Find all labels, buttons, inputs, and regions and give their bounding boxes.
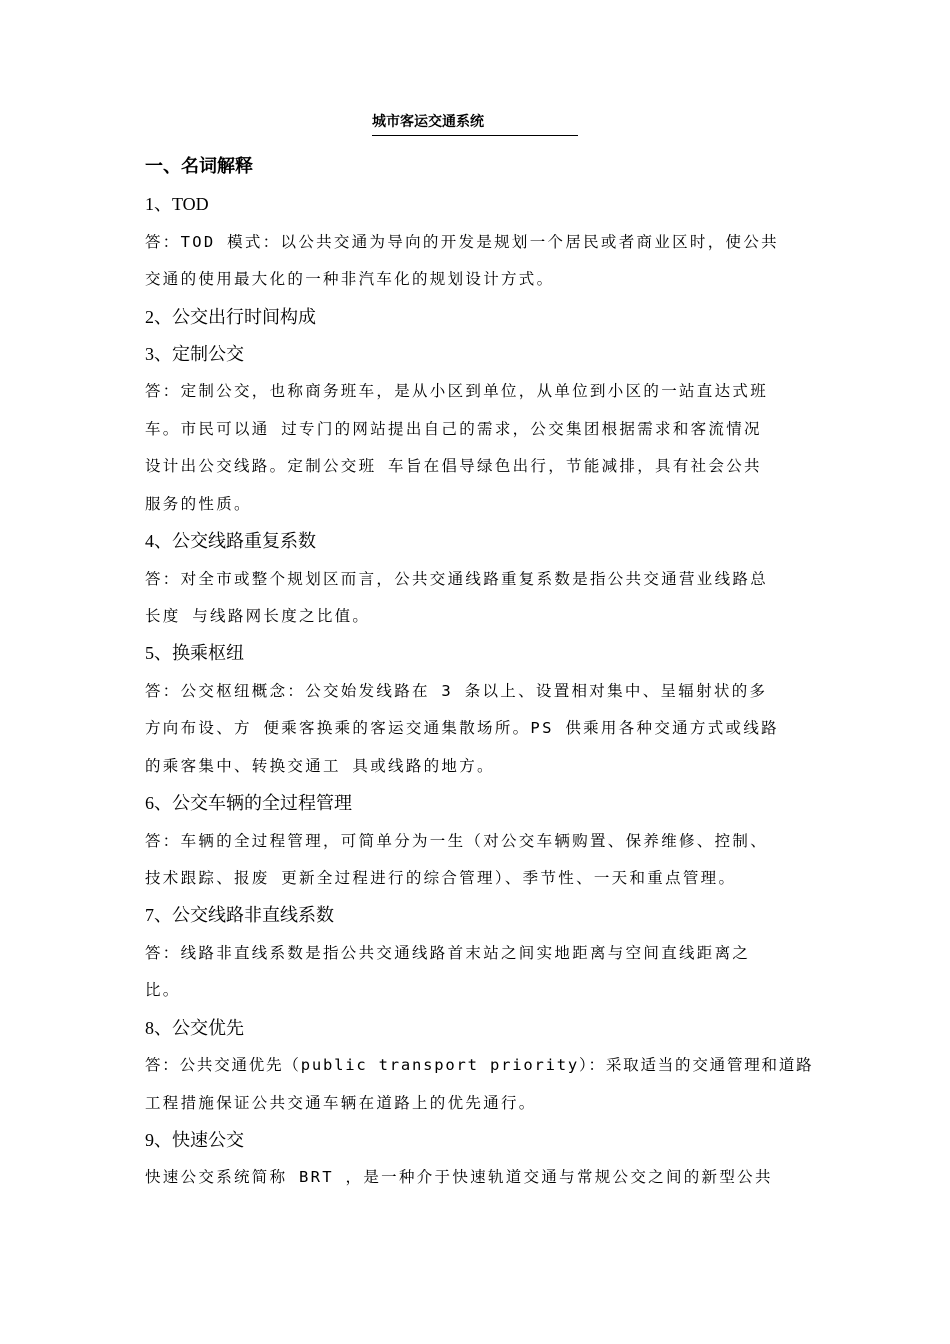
term-heading-brt: 9、快速公交	[145, 1130, 244, 1150]
definition-line: 方向布设、方 便乘客换乘的客运交通集散场所。PS 供乘用各种交通方式或线路	[145, 719, 779, 737]
definition-line: 答：公交枢纽概念：公交始发线路在 3 条以上、设置相对集中、呈辐射状的多	[145, 682, 768, 700]
term-heading-transit-priority: 8、公交优先	[145, 1018, 244, 1038]
term-heading-nonlinear-coefficient: 7、公交线路非直线系数	[145, 905, 334, 925]
definition-line: 长度 与线路网长度之比值。	[145, 607, 371, 625]
definition-line: 技术跟踪、报废 更新全过程进行的综合管理）、季节性、一天和重点管理。	[145, 869, 737, 887]
definition-line: 答：车辆的全过程管理，可简单分为一生（对公交车辆购置、保养维修、控制、	[145, 832, 769, 850]
definition-line: 答：线路非直线系数是指公共交通线路首末站之间实地距离与空间直线距离之	[145, 944, 751, 962]
definition-line: 答：定制公交，也称商务班车，是从小区到单位，从单位到小区的一站直达式班	[145, 382, 769, 400]
definition-line: 设计出公交线路。定制公交班 车旨在倡导绿色出行，节能减排，具有社会公共	[145, 457, 762, 475]
section-heading: 一、名词解释	[145, 156, 253, 177]
definition-line: 的乘客集中、转换交通工 具或线路的地方。	[145, 757, 495, 775]
definition-line: 服务的性质。	[145, 495, 252, 513]
definition-line: 交通的使用最大化的一种非汽车化的规划设计方式。	[145, 270, 555, 288]
term-heading-vehicle-lifecycle: 6、公交车辆的全过程管理	[145, 793, 352, 813]
document-title-text: 城市客运交通系统	[372, 114, 484, 130]
document-title	[372, 111, 578, 136]
definition-line: 比。	[145, 981, 181, 999]
definition-line: 工程措施保证公共交通车辆在道路上的优先通行。	[145, 1094, 537, 1112]
term-heading-transfer-hub: 5、换乘枢纽	[145, 643, 244, 663]
term-heading-tod: 1、TOD	[145, 194, 209, 214]
definition-line: 快速公交系统简称 BRT ，是一种介于快速轨道交通与常规公交之间的新型公共	[145, 1168, 773, 1186]
definition-line: 答：对全市或整个规划区而言，公共交通线路重复系数是指公共交通营业线路总	[145, 570, 769, 588]
term-heading-custom-bus: 3、定制公交	[145, 344, 244, 364]
term-heading-route-repetition: 4、公交线路重复系数	[145, 531, 316, 551]
term-heading-travel-time: 2、公交出行时间构成	[145, 307, 316, 327]
definition-line: 车。市民可以通 过专门的网站提出自己的需求，公交集团根据需求和客流情况	[145, 420, 762, 438]
definition-line: 答：TOD 模式：以公共交通为导向的开发是规划一个居民或者商业区时，使公共	[145, 233, 779, 251]
definition-line: 答：公共交通优先（public transport priority）：采取适当的交通管理和道路	[145, 1056, 814, 1074]
